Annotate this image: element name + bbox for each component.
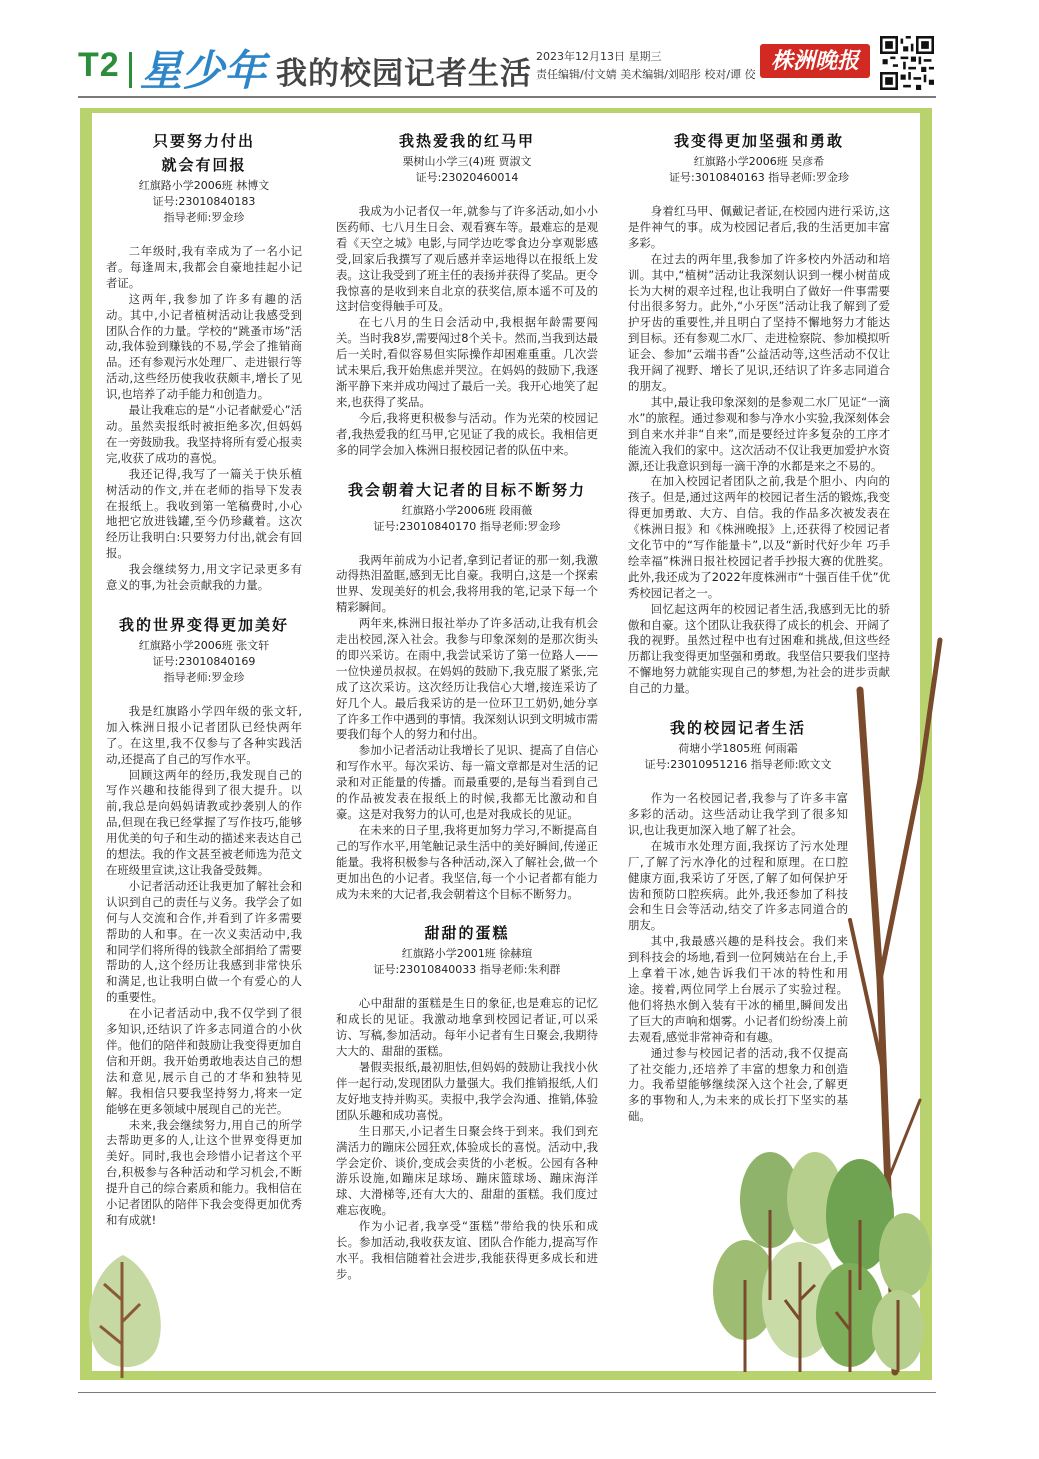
article-body xyxy=(336,996,598,1282)
paragraph: 通过参与校园记者的活动,我不仅提高了社交能力,还培养了丰富的想象力和创造力。我希望能够继续深入这个社会,了解更多的事物和人,为未来的成长打下坚实的基础。 xyxy=(628,1045,848,1124)
author-line: 红旗路小学2006班 吴彦希 xyxy=(693,155,825,168)
article-1 xyxy=(106,130,302,594)
paragraph: 两年来,株洲日报社举办了许多活动,让我有机会走出校园,深入社会。我参与印象深刻的是那次街头的即兴采访。在雨中,我尝试采访了第一位路人——一位快递员叔叔。在妈妈的鼓励下,我克服了紧张,完成了这次采访。这次经历让我信心大增,接连采访了好几个人。最后我采访的是一位环卫工奶奶,她分享了许多工作中遇到的事情。我深刻认识到文明城市需要我们每个人的努力和付出。 xyxy=(336,616,598,742)
license-number: 证号:23010840169 xyxy=(152,654,256,668)
editor-credits: 责任编辑/付文婧 美术编辑/刘昭彤 校对/谭 佼 xyxy=(536,68,756,81)
advisor-line: 指导老师:罗金珍 xyxy=(163,670,245,684)
tree-left-icon xyxy=(89,1255,161,1378)
paragraph: 参加小记者活动让我增长了见识、提高了自信心和写作水平。每次采访、每一篇文章都是对生活的记录和对正能量的传播。而最重要的,是每当看到自己的作品被发表在报纸上的时候,我都无比激动和自豪。这是对我努力的认可,也是对我成长的见证。 xyxy=(336,743,599,821)
article-4 xyxy=(336,479,598,903)
article-title: 只要努力付出 xyxy=(152,132,255,150)
article-title: 我变得更加坚强和勇敢 xyxy=(673,132,844,150)
paragraph: 今后,我将更积极参与活动。作为光荣的校园记者,我热爱我的红马甲,它见证了我的成长。我相信更多的同学会加入株洲日报校园记者的队伍中来。 xyxy=(336,410,598,457)
page-number: T2 xyxy=(78,46,120,84)
paragraph: 心中甜甜的蛋糕是生日的象征,也是难忘的记忆和成长的见证。我激动地拿到校园记者证,可以采访、写稿,参加活动。每年小记者有生日聚会,我期待大大的、甜甜的蛋糕。 xyxy=(336,996,598,1059)
author-line: 荷塘小学1805班 何雨霜 xyxy=(678,742,798,756)
paragraph: 我是红旗路小学四年级的张文轩,加入株洲日报小记者团队已经快两年了。在这里,我不仅参与了各种实践活动,还提高了自己的写作水平。 xyxy=(106,703,302,766)
author-line: 红旗路小学2006班 林博文 xyxy=(138,179,270,192)
paragraph: 其中,我最感兴趣的是科技会。我们来到科技会的场地,看到一位阿姨站在台上,手上拿着干冰,她告诉我们干冰的特性和用途。接着,两位同学上台展示了实验过程。他们将热水倒入装有干冰的桶里,瞬间发出了巨大的声响和烟雾。小记者们纷纷凑上前去观看,感觉非常神奇和有趣。 xyxy=(628,934,848,1044)
author-line: 红旗路小学2006班 段雨薇 xyxy=(401,503,533,517)
article-7 xyxy=(628,717,848,1125)
paragraph: 在城市水处理方面,我探访了污水处理厂,了解了污水净化的过程和原理。在口腔健康方面,我采访了牙医,了解了如何保护牙齿和预防口腔疾病。此外,我还参加了科技会和生日会等活动,结交了许多志同道合的朋友。 xyxy=(628,838,848,933)
license-advisor-line: 证号:23010951216 指导老师:欧文文 xyxy=(644,758,832,772)
section-logo: 星少年 xyxy=(140,46,267,95)
advisor-line: 指导老师:罗金珍 xyxy=(163,211,245,224)
paragraph: 在七八月的生日会活动中,我根据年龄需要闯关。当时我8岁,需要闯过8个关卡。然而,当我到达最后一关时,看似容易但实际操作却困难重重。几次尝试未果后,我开始焦虑并哭泣。在妈妈的鼓励下,我逐渐平静下来并成功闯过了最后一关。我开心地笑了起来,也获得了奖品。 xyxy=(336,315,598,409)
article-title: 我的校园记者生活 xyxy=(669,719,806,738)
article-5 xyxy=(336,922,598,1282)
article-body xyxy=(336,553,598,903)
article-title: 甜甜的蛋糕 xyxy=(424,924,510,943)
paragraph: 作为一名校园记者,我参与了许多丰富多彩的活动。这些活动让我学到了很多知识,也让我更加深入地了解了社会。 xyxy=(628,791,848,837)
paragraph: 生日那天,小记者生日聚会终于到来。我们到充满活力的蹦床公园狂欢,体验成长的喜悦。活动中,我学会定价、谈价,变成会卖货的小老板。公园有各种游乐设施,如蹦床足球场、蹦床篮球场、蹦床海洋球、大滑梯等,还有大大的、甜甜的蛋糕。我们度过难忘夜晚。 xyxy=(336,1123,598,1218)
article-6 xyxy=(628,130,890,697)
paragraph: 这两年,我参加了许多有趣的活动。其中,小记者植树活动让我感受到团队合作的力量。学校的“跳蚤市场”活动,我体验到赚钱的不易,学会了推销商品。还有参观污水处理厂、走进银行等活动,这些经历使我收获颇丰,增长了见识,也培养了动手能力和创造力。 xyxy=(106,291,302,402)
paragraph: 回顾这两年的经历,我发现自己的写作兴趣和技能得到了很大提升。以前,我总是向妈妈请教或抄袭别人的作品,但现在我已经掌握了写作技巧,能够用优美的句子和生动的描述来表达自己的想法。我的作文甚至被老师选为范文在班级里宣读,这让我备受鼓舞。 xyxy=(106,767,302,877)
paragraph: 暑假卖报纸,最初胆怯,但妈妈的鼓励让我找小伙伴一起行动,发现团队力量强大。我们推销报纸,人们友好地支持并购买。卖报中,我学会沟通、推销,体验团队乐趣和成功喜悦。 xyxy=(336,1060,598,1122)
article-body xyxy=(336,204,598,459)
paragraph: 我还记得,我写了一篇关于快乐植树活动的作文,并在老师的指导下发表在报纸上。我收到第一笔稿费时,小心地把它放进钱罐,至今仍珍藏着。这次经历让我明白:只要努力付出,就会有回报。 xyxy=(106,466,302,561)
paragraph: 身着红马甲、佩戴记者证,在校园内进行采访,这是件神气的事。成为校园记者后,我的生活更加丰富多彩。 xyxy=(628,204,890,250)
paragraph: 在过去的两年里,我参加了许多校内外活动和培训。其中,“植树”活动让我深刻认识到一棵小树苗成长为大树的艰辛过程,也让我明白了做好一件事需要付出很多努力。此外,“小牙医”活动让我了解到了爱护牙齿的重要性,并且明白了坚持不懈地努力才能达到目标。还有参观二水厂、走进检察院、参加模拟听证会、参加“云端书香”公益活动等,这些活动不仅让我开阔了视野、增长了见识,还结识了许多志同道合的朋友。 xyxy=(628,251,890,393)
article-body xyxy=(106,244,302,594)
paragraph: 最让我难忘的是“小记者献爱心”活动。虽然卖报纸时被拒绝多次,但妈妈在一旁鼓励我。我坚持将所有爱心报卖完,收获了成功的喜悦。 xyxy=(106,403,302,465)
column-2 xyxy=(336,130,598,1303)
column-3 xyxy=(628,130,890,1145)
paragraph: 我两年前成为小记者,拿到记者证的那一刻,我激动得热泪盈眶,感到无比自豪。我明白,这是一个探索世界、发现美好的机会,我将用我的笔,记录下每一个精彩瞬间。 xyxy=(336,552,598,615)
article-title: 我的世界变得更加美好 xyxy=(118,615,289,634)
license-advisor-line: 证号:23010840033 指导老师:朱利群 xyxy=(373,963,561,977)
tree-right-cluster-icon xyxy=(713,1152,931,1372)
newspaper-brand: 株洲晚报 xyxy=(760,44,870,78)
paragraph: 回忆起这两年的校园记者生活,我感到无比的骄傲和自豪。这个团队让我获得了成长的机会、开阔了我的视野。虽然过程中也有过困难和挑战,但这些经历都让我变得更加坚强和勇敢。我坚信只要我们坚持不懈地努力就能实现自己的梦想,为社会的进步贡献自己的力量。 xyxy=(628,601,890,696)
paragraph: 其中,最让我印象深刻的是参观二水厂见证“一滴水”的旅程。通过参观和参与净水小实验,我深刻体会到自来水并非“自来”,而是要经过许多复杂的工序才能流入我们的家中。这次活动不仅让我更加爱护水资源,还让我意识到每一滴干净的水都是来之不易的。 xyxy=(628,394,890,473)
paragraph: 二年级时,我有幸成为了一名小记者。每逢周末,我都会自豪地挂起小记者证。 xyxy=(106,244,302,290)
article-title: 我热爱我的红马甲 xyxy=(398,132,535,150)
license-advisor-line: 证号:3010840163 指导老师:罗金珍 xyxy=(669,171,849,184)
license-number: 证号:23010840183 xyxy=(152,195,256,208)
article-body xyxy=(106,704,302,1229)
article-body xyxy=(628,204,890,697)
paragraph: 作为小记者,我享受“蛋糕”带给我的快乐和成长。参加活动,我收获友谊、团队合作能力,提高写作水平。我相信随着社会进步,我能获得更多成长和进步。 xyxy=(336,1219,598,1281)
paragraph: 未来,我会继续努力,用自己的所学去帮助更多的人,让这个世界变得更加美好。同时,我也会珍惜小记者这个平台,积极参与各种活动和学习机会,不断提升自己的综合素质和能力。我相信在小记者团队的陪伴下我会变得更加优秀和有成就! xyxy=(106,1117,302,1227)
paragraph: 在未来的日子里,我将更加努力学习,不断提高自己的写作水平,用笔触记录生活中的美好瞬间,传递正能量。我将积极参与各种活动,深入了解社会,做一个更加出色的小记者。我坚信,每一个小记者都有能力成为未来的大记者,我会朝着这个目标不断努力。 xyxy=(336,822,598,901)
author-line: 栗树山小学三(4)班 贾淑文 xyxy=(402,155,532,168)
article-body xyxy=(628,791,848,1125)
article-title: 我会朝着大记者的目标不断努力 xyxy=(347,480,586,499)
author-line: 红旗路小学2006班 张文轩 xyxy=(138,638,270,652)
author-line: 红旗路小学2001班 徐赫瑄 xyxy=(401,947,533,961)
paragraph: 我成为小记者仅一年,就参与了许多活动,如小小医药师、七八月生日会、观看赛车等。最难忘的是观看《天空之城》电影,与同学边吃零食边分享观影感受,回家后我撰写了观后感并幸运地得以在报纸上发表。这让我受到了班主任的表扬并获得了奖品。更令我惊喜的是收到来自北京的获奖信,原本遥不可及的这封信变得触手可及。 xyxy=(336,204,598,314)
column-1 xyxy=(106,130,302,1249)
issue-date: 2023年12月13日 星期三 xyxy=(536,50,662,63)
section-title: 我的校园记者生活 xyxy=(276,56,532,92)
article-title-line2: 就会有回报 xyxy=(161,156,247,174)
license-number: 证号:23020460014 xyxy=(415,171,519,184)
paragraph: 我会继续努力,用文字记录更多有意义的事,为社会贡献我的力量。 xyxy=(106,562,302,593)
article-3 xyxy=(336,130,598,459)
footer-rule xyxy=(78,1392,936,1393)
article-2 xyxy=(106,614,302,1229)
license-advisor-line: 证号:23010840170 指导老师:罗金珍 xyxy=(373,519,561,533)
paragraph: 在小记者活动中,我不仅学到了很多知识,还结识了许多志同道合的小伙伴。他们的陪伴和鼓励让我变得更加自信和开朗。我开始勇敢地表达自己的想法和意见,展示自己的才华和独特见解。我相信只要我坚持努力,将来一定能够在更多领域中展现自己的光芒。 xyxy=(106,1006,302,1116)
paragraph: 在加入校园记者团队之前,我是个胆小、内向的孩子。但是,通过这两年的校园记者生活的锻炼,我变得更加勇敢、大方、自信。我的作品多次被发表在《株洲日报》和《株洲晚报》上,还获得了校园记者文化节中的“写作能量卡”,以及“新时代好少年 巧手绘幸福”株洲日报社校园记者手抄报大赛的优胜奖。此外,我还成为了2022年度株洲市“十强百佳千优”优秀校园记者之一。 xyxy=(628,474,890,600)
paragraph: 小记者活动还让我更加了解社会和认识到自己的责任与义务。我学会了如何与人交流和合作,并看到了许多需要帮助的人和事。在一次义卖活动中,我和同学们将所得的钱款全部捐给了需要帮助的人,这个经历让我感到非常快乐和满足,也让我明白做一个有爱心的人的重要性。 xyxy=(106,878,302,1005)
